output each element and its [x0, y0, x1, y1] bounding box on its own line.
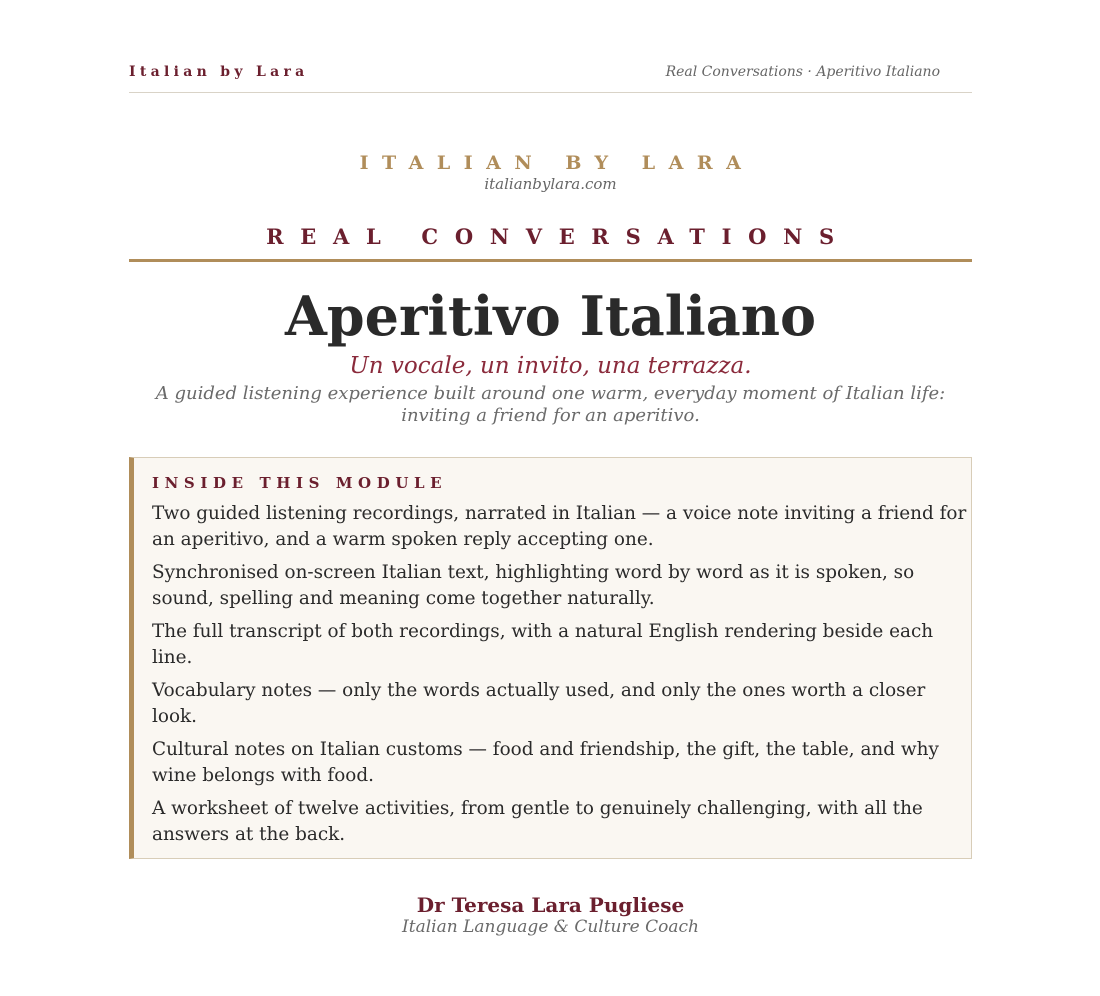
brand-name: ITALIAN BY LARA	[359, 152, 755, 174]
module-heading: INSIDE THIS MODULE	[152, 474, 448, 492]
series-name: REAL CONVERSATIONS	[266, 224, 851, 249]
module-item: Vocabulary notes — only the words actually used, and only the ones worth a closer look.	[152, 680, 926, 727]
module-contents-box	[129, 457, 972, 859]
running-header	[129, 62, 972, 93]
brand-url: italianbylara.com	[484, 175, 617, 193]
module-item: Two guided listening recordings, narrated in Italian — a voice note inviting a friend for an aperitivo, and a warm spoken reply accepting one.	[152, 503, 967, 550]
author-block	[129, 893, 972, 937]
intro-line-1: A guided listening experience built around one warm, everyday moment of Italian life:	[155, 383, 946, 404]
module-item: A worksheet of twelve activities, from gentle to genuinely challenging, with all the answers at the back.	[152, 798, 923, 845]
running-header-brand: Italian by Lara	[129, 64, 309, 80]
page-subtitle: Un vocale, un invito, una terrazza.	[349, 353, 752, 379]
page-title: Aperitivo Italiano	[284, 284, 817, 348]
intro-text	[129, 383, 972, 427]
running-header-title: Real Conversations · Aperitivo Italiano	[665, 64, 940, 80]
author-role: Italian Language & Culture Coach	[402, 917, 699, 937]
intro-line-2: inviting a friend for an aperitivo.	[401, 405, 700, 426]
module-item: The full transcript of both recordings, with a natural English rendering beside each line.	[152, 621, 934, 668]
brand-block	[129, 152, 972, 194]
series-banner	[129, 224, 972, 262]
module-item: Synchronised on-screen Italian text, highlighting word by word as it is spoken, so sound, spelling and meaning come together naturally.	[152, 562, 915, 609]
module-list	[152, 501, 967, 855]
author-name: Dr Teresa Lara Pugliese	[416, 893, 685, 917]
module-item: Cultural notes on Italian customs — food and friendship, the gift, the table, and why wine belongs with food.	[152, 739, 939, 786]
